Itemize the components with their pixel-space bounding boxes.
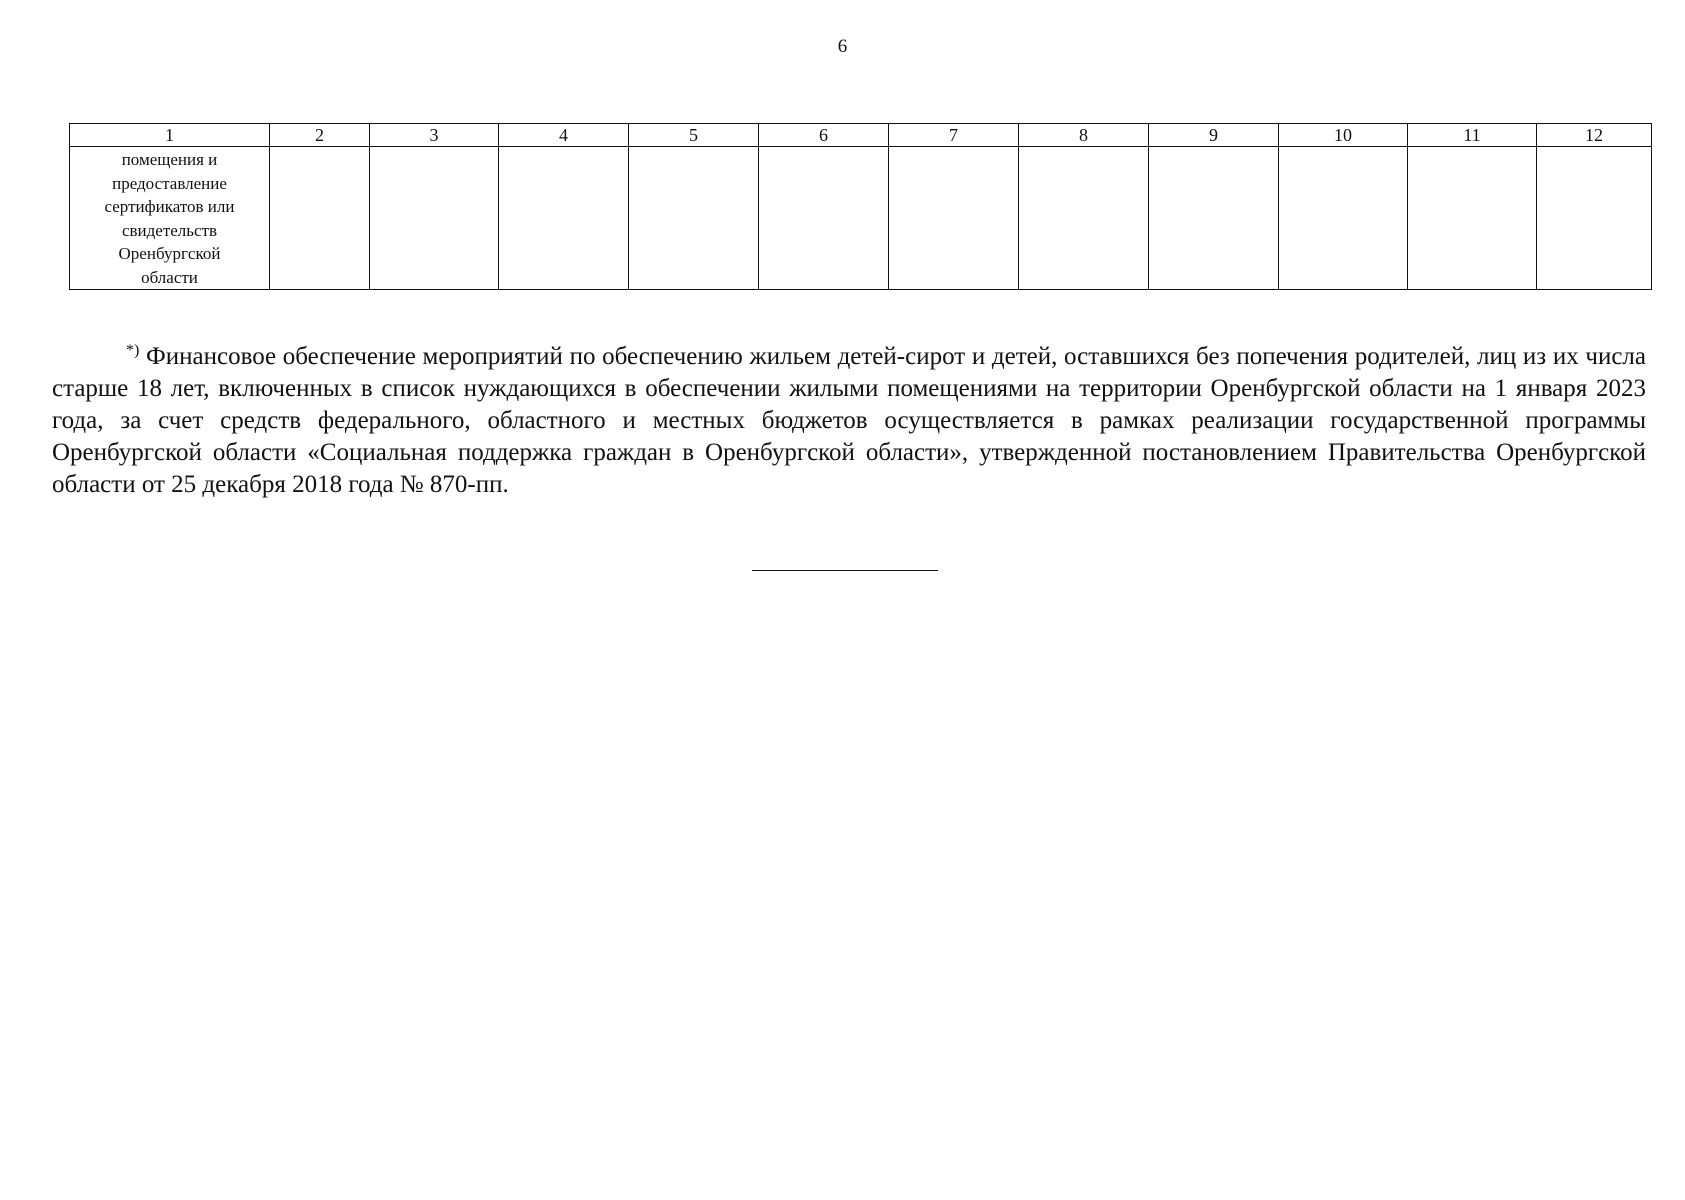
column-header: 9 (1149, 124, 1279, 147)
footnote-text: Финансовое обеспечение мероприятий по обеспечению жильем детей-сирот и детей, оставшихся без попечения родителей, лиц из их числа старше 18 лет, включенных в список нуждающихся в обеспечении жилыми помещениями на территории Оренбургской области на 1 января 2023 года, за счет средств федерального, областного и местных бюджетов осуществляется в рамках реализации государственной программы Оренбургской области «Социальная поддержка граждан в Оренбургской области», утвержденной постановлением Правительства Оренбургской области от 25 декабря 2018 года № 870-пп. (52, 343, 1646, 498)
cell-text-line: Оренбургской (118, 244, 221, 263)
column-header: 3 (370, 124, 499, 147)
column-header: 7 (889, 124, 1019, 147)
table-cell-empty (1408, 147, 1537, 290)
closing-rule (752, 570, 938, 571)
page-number: 6 (837, 36, 848, 57)
cell-text-line: предоставление (112, 173, 227, 193)
cell-text-line: свидетельств (121, 220, 218, 240)
table-cell-empty (759, 147, 889, 290)
table-cell-empty (370, 147, 499, 290)
table-row (70, 147, 1652, 290)
column-header: 6 (759, 124, 889, 147)
column-header: 5 (629, 124, 759, 147)
cell-text-line: помещения и (121, 150, 218, 169)
table-cell-measure-name (70, 147, 270, 290)
table-cell-empty (1537, 147, 1652, 290)
table-cell-empty (270, 147, 370, 290)
cell-text-line: области (141, 267, 198, 287)
footnote-marker: *) (126, 342, 140, 359)
table-cell-empty (499, 147, 629, 290)
column-header: 8 (1019, 124, 1149, 147)
table-cell-empty (1279, 147, 1408, 290)
column-header: 2 (270, 124, 370, 147)
table-cell-empty (1149, 147, 1279, 290)
column-header: 4 (499, 124, 629, 147)
footnote (52, 341, 1646, 501)
column-header: 11 (1408, 124, 1537, 147)
table-cell-empty (889, 147, 1019, 290)
cell-text-line: сертификатов или (104, 197, 235, 216)
table-cell-empty (629, 147, 759, 290)
column-header: 1 (70, 124, 270, 147)
column-header: 10 (1279, 124, 1408, 147)
column-header: 12 (1537, 124, 1652, 147)
data-table (69, 123, 1652, 290)
table-header-row (70, 124, 1652, 147)
table-cell-empty (1019, 147, 1149, 290)
